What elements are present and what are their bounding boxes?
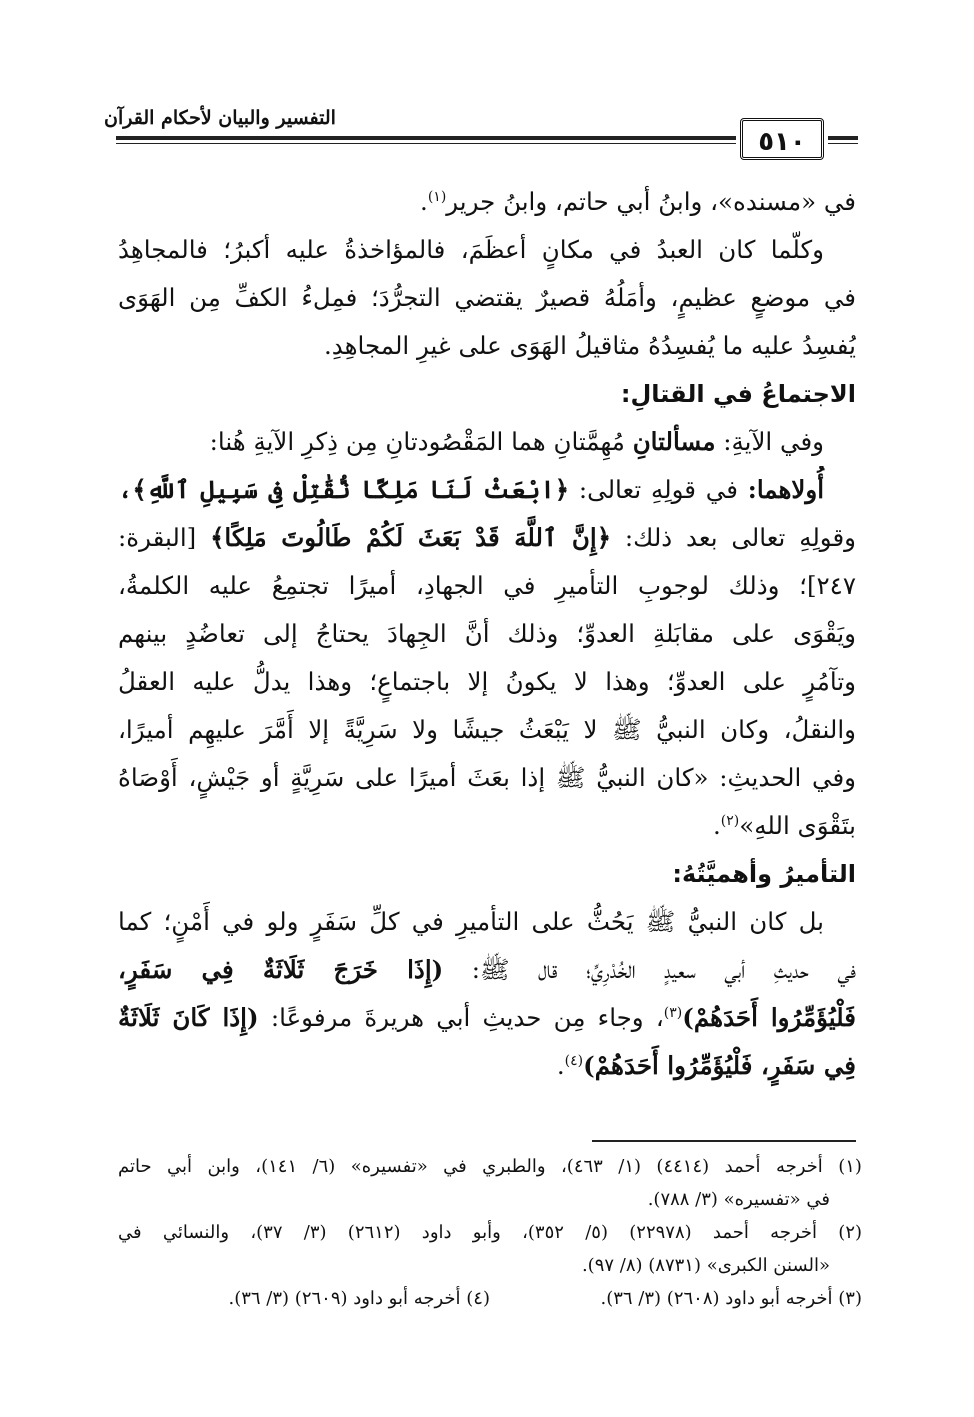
text-line: فَلْيُؤَمِّرُوا أَحَدَهُمْ)$^{(٣)}$، وجاء مِن حديثِ أبي هريرةَ مرفوعًا: (إِذَا كَانَ ثَلَاثَةٌ bbox=[118, 1003, 856, 1032]
footnote-row-3-4 bbox=[118, 1282, 862, 1315]
footnote-ref: (٣) bbox=[663, 1004, 683, 1021]
section-heading: التأميرُ وأهميَّتُهُ: bbox=[672, 860, 856, 888]
text-line: في «مسنده»، وابنُ أبي حاتم، وابنُ جرير$^{(١)}$. bbox=[420, 187, 856, 216]
footnote-ref: (٢) bbox=[720, 812, 740, 829]
text-line: في حديثِ أبي سعيدٍ الخُدْرِيِّ؛ قال ﷺ: (إِذَا خَرَجَ ثَلَاثَةٌ فِي سَفَرٍ، bbox=[118, 955, 856, 984]
footnote-2: (٢) أخرجه أحمد (٢٢٩٧٨) (٥/ ٣٥٢)، وأبو داود (٢٦١٢) (٣/ ٣٧)، والنسائي في bbox=[118, 1222, 862, 1243]
text-line: وقولِهِ تعالى بعد ذلك: ﴿إِنَّ ٱللَّهَ قَدْ بَعَثَ لَكُمْ طَالُوتَ مَلِكًا﴾ [البقرة: bbox=[118, 523, 856, 552]
footnote-separator bbox=[592, 1140, 856, 1142]
text-line: ٢٤٧]؛ وذلك لوجوبِ التأميرِ في الجهادِ، أميرًا تجتمِعُ عليه الكلمةُ، bbox=[118, 571, 856, 600]
footnote-3: (٣) أخرجه أبو داود (٢٦٠٨) (٣/ ٣٦). bbox=[600, 1288, 862, 1309]
footnote-1-cont: في «تفسيره» (٣/ ٧٨٨). bbox=[647, 1189, 830, 1210]
text-line: وفي الآيةِ: مسألتانِ مُهِمَّتانِ هما المَقْصُودتانِ مِن ذِكرِ الآيةِ هُنا: bbox=[209, 427, 824, 456]
footnotes bbox=[118, 1150, 862, 1315]
text-line: يُفسِدُ عليه ما يُفسِدُهُ مثاقيلُ الهَوَى على غيرِ المجاهِدِ. bbox=[323, 331, 856, 360]
text-line: أُولاهما: في قولِهِ تعالى: ﴿ابْعَثْ لَنَا مَلِكًا نُّقَٰتِلْ فِى سَبِيلِ ٱللَّهِ﴾، bbox=[118, 475, 825, 504]
text-line: وفي الحديثِ: «كان النبيُّ ﷺ إذا بعَثَ أميرًا على سَرِيَّةٍ أو جَيْشٍ، أَوْصَاهُ bbox=[118, 763, 856, 792]
running-title: التفسير والبيان لأحكام القرآن bbox=[104, 107, 336, 129]
text-line: بتَقْوَى اللهِ»$^{(٢)}$. bbox=[713, 811, 856, 840]
text-line: وتآمُرٍ على العدوِّ؛ وهذا لا يكونُ إلا باجتماعٍ؛ وهذا يدلُّ عليه العقلُ bbox=[118, 667, 856, 696]
footnote-ref: (٤) bbox=[564, 1052, 584, 1069]
main-text bbox=[118, 178, 856, 1090]
footnote-2-cont: «السنن الكبرى» (٨٧٣١) (٨/ ٩٧). bbox=[581, 1255, 830, 1276]
header-rule-right bbox=[828, 136, 858, 140]
text-line: فِي سَفَرٍ، فَلْيُؤَمِّرُوا أَحَدَهُمْ)$^{(٤)}$. bbox=[556, 1051, 856, 1080]
header-rule-left bbox=[116, 136, 736, 140]
header-rule-left-thin bbox=[116, 143, 736, 144]
page-header bbox=[0, 0, 974, 160]
footnote-1: (١) أخرجه أحمد (٤٤١٤) (١/ ٤٦٣)، والطبري في «تفسيره» (٦/ ١٤١)، وابن أبي حاتم bbox=[118, 1156, 862, 1177]
text-line: والنقلُ، وكان النبيُّ ﷺ لا يَبْعَثُ جيشًا ولا سَرِيَّةً إلا أَمَّرَ عليهِم أميرًا، bbox=[118, 715, 856, 744]
text-line: في موضعٍ عظيمٍ، وأمَلُهُ قصيرٌ يقتضي التجرُّدَ؛ فمِلءُ الكفِّ مِن الهَوَى bbox=[118, 283, 856, 312]
footnote-ref: (١) bbox=[427, 188, 447, 205]
text-line: وكلّما كان العبدُ في مكانٍ أعظَمَ، فالمؤاخذةُ عليه أكبرُ؛ فالمجاهِدُ bbox=[118, 235, 824, 264]
footnote-4: (٤) أخرجه أبو داود (٢٦٠٩) (٣/ ٣٦). bbox=[228, 1288, 490, 1309]
text-line: ويَقْوَى على مقابَلةِ العدوِّ؛ وذلك أنَّ الجِهادَ يحتاجُ إلى تعاضُدٍ بينهم bbox=[118, 619, 856, 648]
page-number: ٥١٠ bbox=[740, 118, 824, 160]
section-heading: الاجتماعُ في القتالِ: bbox=[620, 380, 856, 408]
header-rule-right-thin bbox=[828, 143, 858, 144]
text-line: بل كان النبيُّ ﷺ يَحُثُّ على التأميرِ في كلِّ سَفَرٍ ولو في أَمْنٍ؛ كما bbox=[118, 907, 824, 936]
